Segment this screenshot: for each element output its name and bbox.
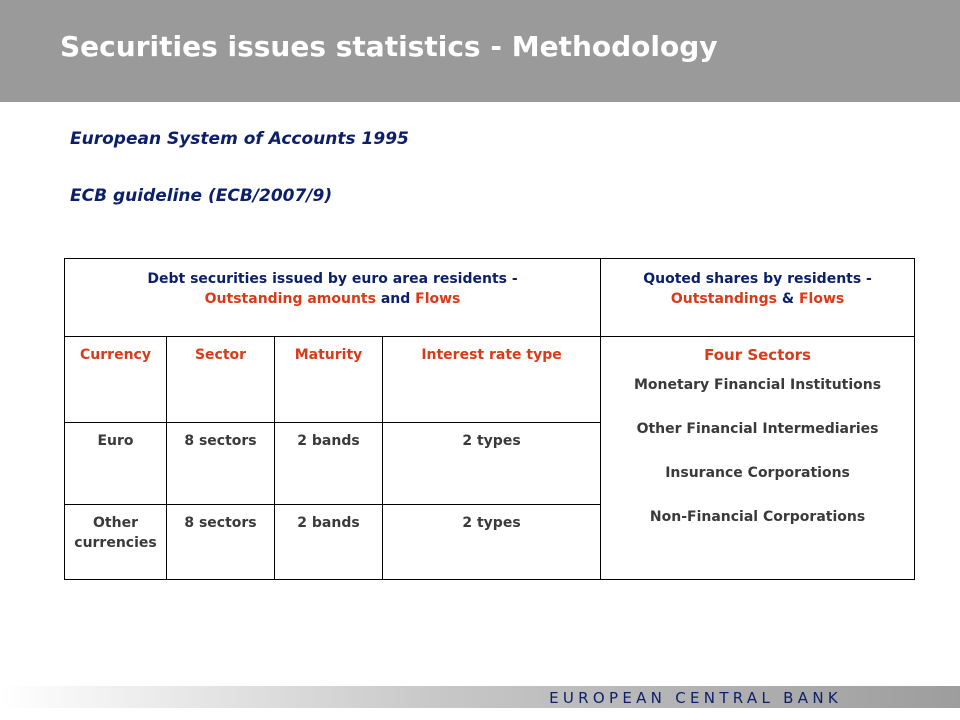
shares-flows-label: Flows: [798, 291, 845, 307]
debt-header-text: Debt securities issued by euro area residents -: [147, 271, 518, 287]
title-bar: [0, 0, 960, 102]
and-label: and: [375, 291, 416, 307]
four-sectors-title: Four Sectors: [704, 346, 811, 364]
sector-item: Other Financial Intermediaries: [636, 421, 879, 437]
column-header-currency: Currency: [65, 337, 167, 423]
sector-item: Monetary Financial Institutions: [634, 377, 882, 393]
row-other-maturity: 2 bands: [275, 505, 383, 580]
four-sectors-cell: [601, 337, 915, 580]
row-euro-maturity: 2 bands: [275, 423, 383, 505]
shares-header-text: Quoted shares by residents -: [643, 271, 872, 287]
flows-label: Flows: [415, 291, 461, 307]
column-header-sector: Sector: [167, 337, 275, 423]
ecb-logo-text: EUROPEAN CENTRAL BANK: [549, 689, 842, 707]
column-header-maturity: Maturity: [275, 337, 383, 423]
outstanding-amounts-label: Outstanding amounts: [204, 291, 376, 307]
ampersand-label: &: [777, 291, 799, 307]
subtitle-ecb-guideline: ECB guideline (ECB/2007/9): [70, 186, 333, 206]
subtitle-esa: European System of Accounts 1995: [70, 129, 409, 149]
row-euro-currency: Euro: [65, 423, 167, 505]
interest-rate-type-label: Interest rate type: [421, 347, 562, 363]
quoted-shares-header: [601, 259, 915, 337]
row-other-sector: 8 sectors: [167, 505, 275, 580]
debt-securities-header: [65, 259, 601, 337]
row-euro-interest-rate: 2 types: [383, 423, 601, 505]
outstandings-label: Outstandings: [670, 291, 778, 307]
row-euro-sector: 8 sectors: [167, 423, 275, 505]
row-other-interest-rate: 2 types: [383, 505, 601, 580]
sector-item: Insurance Corporations: [665, 465, 850, 481]
sector-item: Non-Financial Corporations: [649, 509, 866, 525]
methodology-table: [64, 258, 915, 580]
page-title: Securities issues statistics - Methodology: [60, 30, 718, 63]
row-other-currency: Other currencies: [65, 505, 167, 580]
column-header-interest-rate-type: [383, 337, 601, 423]
